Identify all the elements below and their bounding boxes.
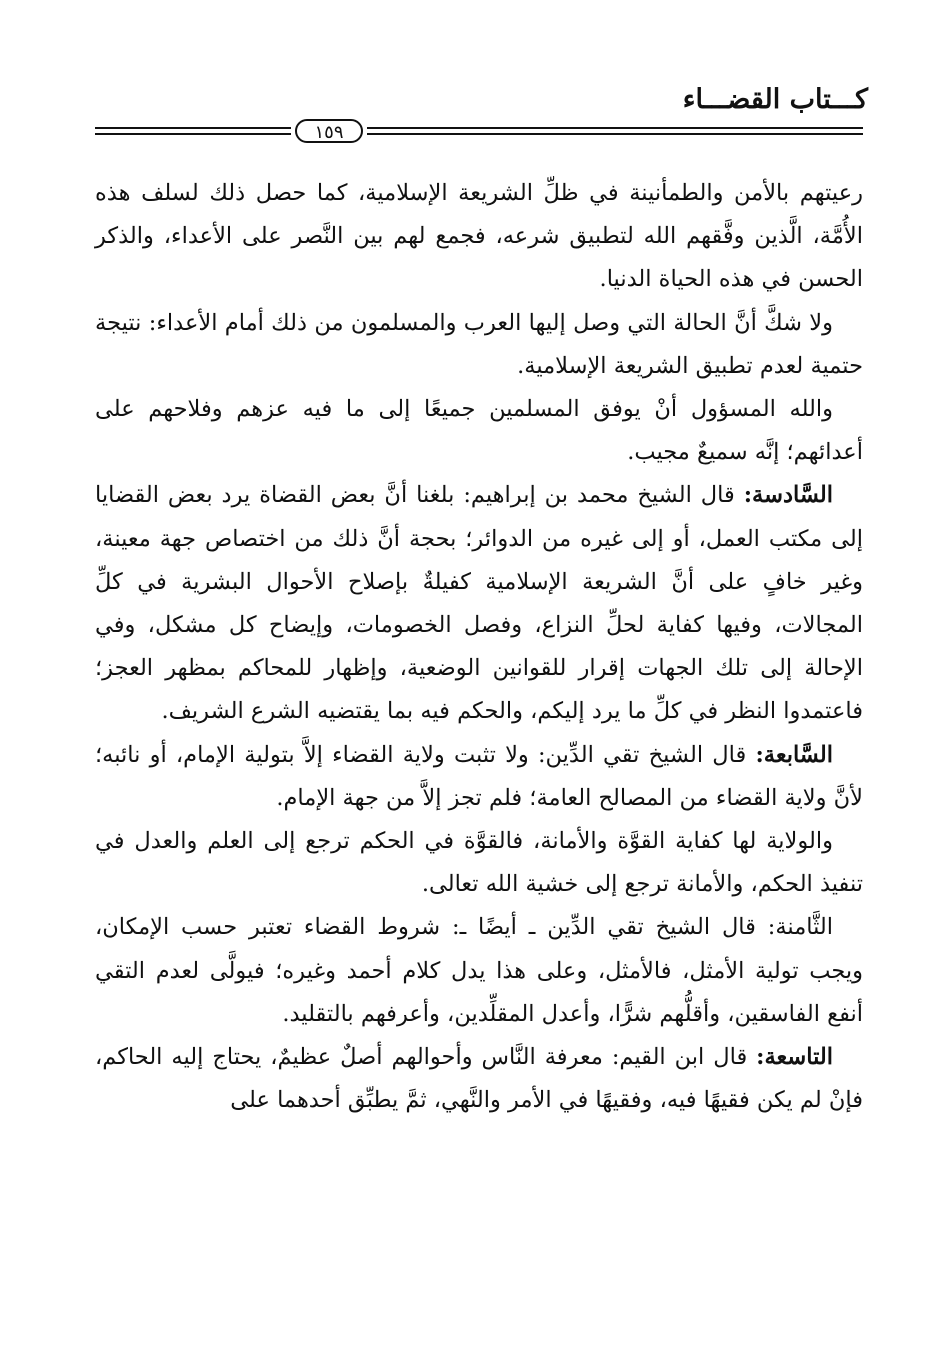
rule-line-left-bottom: [95, 133, 291, 135]
paragraph-lead: السَّابعة:: [755, 741, 833, 768]
paragraph: [95, 820, 863, 906]
paragraph-text: قال ابن القيم: معرفة النَّاس وأحوالهم أصلٌ عظيمٌ، يحتاج إليه الحاكم، فإنْ لم يكن فقيهًا فيه، وفقيهًا في الأمر والنَّهي، ثمَّ يطبِّق أحدهما على: [95, 1044, 863, 1114]
paragraph: [95, 172, 863, 302]
header-rule: [95, 119, 863, 145]
main-text: [95, 172, 863, 1122]
paragraph: [95, 302, 863, 388]
paragraph-text: والولاية لها كفاية القوَّة والأمانة، فالقوَّة في الحكم ترجع إلى العلم والعدل في تنفيذ الحكم، والأمانة ترجع إلى خشية الله تعالى.: [95, 828, 863, 898]
paragraph-text: الثَّامنة: قال الشيخ تقي الدِّين ـ أيضًا ـ: شروط القضاء تعتبر حسب الإمكان، ويجب تولية الأمثل، فالأمثل، وعلى هذا يدل كلام أحمد وغيره؛ فيولَّى لعدم التقي أنفع الفاسقين، وأقلُّهم شرًّا، وأعدل المقلِّدين، وأعرفهم بالتقليد.: [95, 914, 863, 1027]
rule-line-left-top: [95, 127, 291, 129]
rule-line-right-bottom: [367, 133, 863, 135]
paragraph: [95, 906, 863, 1036]
running-title: كـــتاب القضـــاء: [682, 84, 868, 115]
paragraph-text: قال الشيخ محمد بن إبراهيم: بلغنا أنَّ بعض القضاة يرد بعض القضايا إلى مكتب العمل، أو إلى غيره من الدوائر؛ بحجة أنَّ ذلك من اختصاص جهة معينة، وغير خافٍ على أنَّ الشريعة الإسلامية كفيلةٌ بإصلاح الأحوال البشرية في كلِّ المجالات، وفيها كفاية لحلِّ النزاع، وفصل الخصومات، وإيضاح كل مشكل، وفي الإحالة إلى تلك الجهات إقرار للقوانين الوضعية، وإظهار للمحاكم بمظهر العجز؛ فاعتمدوا النظر في كلِّ ما يرد إليكم، والحكم فيه بما يقتضيه الشرع الشريف.: [95, 482, 863, 725]
paragraph: [95, 388, 863, 474]
paragraph-text: رعيتهم بالأمن والطمأنينة في ظلِّ الشريعة الإسلامية، كما حصل ذلك لسلف هذه الأُمَّة، الَّذين وفَّقهم الله لتطبيق شرعه، فجمع لهم بين النَّصر على الأعداء، والذكر الحسن في هذه الحياة الدنيا.: [95, 180, 863, 293]
paragraph: [95, 474, 863, 733]
paragraph-lead: السَّادسة:: [743, 482, 833, 509]
paragraph: [95, 1036, 863, 1122]
paragraph: [95, 734, 863, 820]
paragraph-text: والله المسؤول أنْ يوفق المسلمين جميعًا إلى ما فيه عزهم وفلاحهم على أعدائهم؛ إنَّه سميعٌ مجيب.: [95, 396, 863, 466]
paragraph-text: ولا شكَّ أنَّ الحالة التي وصل إليها العرب والمسلمون من ذلك أمام الأعداء: نتيجة حتمية لعدم تطبيق الشريعة الإسلامية.: [95, 309, 863, 379]
paragraph-lead: التاسعة:: [756, 1044, 833, 1071]
page-number-badge: ١٥٩: [295, 119, 363, 143]
rule-line-right-top: [367, 127, 863, 129]
paragraph-text: قال الشيخ تقي الدِّين: ولا تثبت ولاية القضاء إلاَّ بتولية الإمام، أو نائبه؛ لأنَّ ولاية القضاء من المصالح العامة؛ فلم تجز إلاَّ من جهة الإمام.: [95, 741, 863, 811]
